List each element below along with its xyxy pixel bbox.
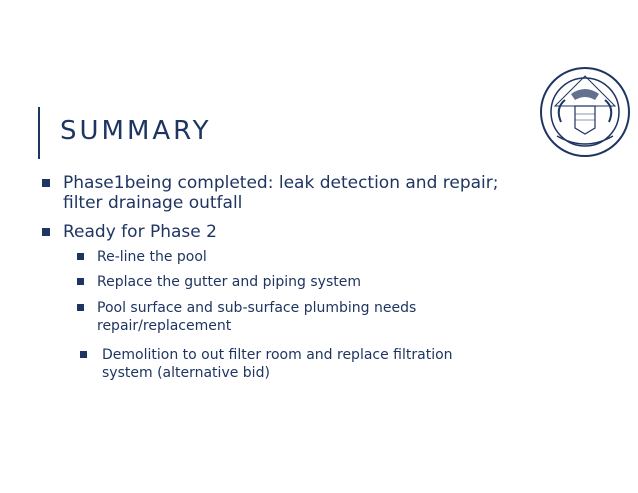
square-bullet-icon: [42, 228, 50, 236]
sub-bullet-item: [77, 299, 416, 335]
sub-bullet-item: [80, 346, 453, 382]
square-bullet-icon: [77, 253, 84, 260]
bullet-text: Replace the gutter and piping system: [97, 274, 361, 290]
square-bullet-icon: [77, 278, 84, 285]
bullet-item: [42, 173, 499, 213]
bullet-text: system (alternative bid): [102, 365, 270, 381]
bullet-text: Ready for Phase 2: [63, 222, 217, 242]
bullet-text: Pool surface and sub-surface plumbing needs: [97, 300, 417, 316]
bullet-text: filter drainage outfall: [63, 193, 243, 213]
square-bullet-icon: [80, 351, 87, 358]
bullet-text: Demolition to out filter room and replace filtration: [102, 347, 453, 363]
bullet-text: Re-line the pool: [97, 249, 207, 265]
square-bullet-icon: [42, 179, 50, 187]
sub-bullet-item: [77, 273, 361, 291]
square-bullet-icon: [77, 304, 84, 311]
bullet-text: repair/replacement: [97, 318, 232, 334]
bullet-item: [42, 222, 217, 242]
bullet-text: Phase1being completed: leak detection and repair;: [63, 173, 499, 193]
sub-bullet-item: [77, 248, 207, 266]
slide-title: SUMMARY: [60, 116, 212, 146]
